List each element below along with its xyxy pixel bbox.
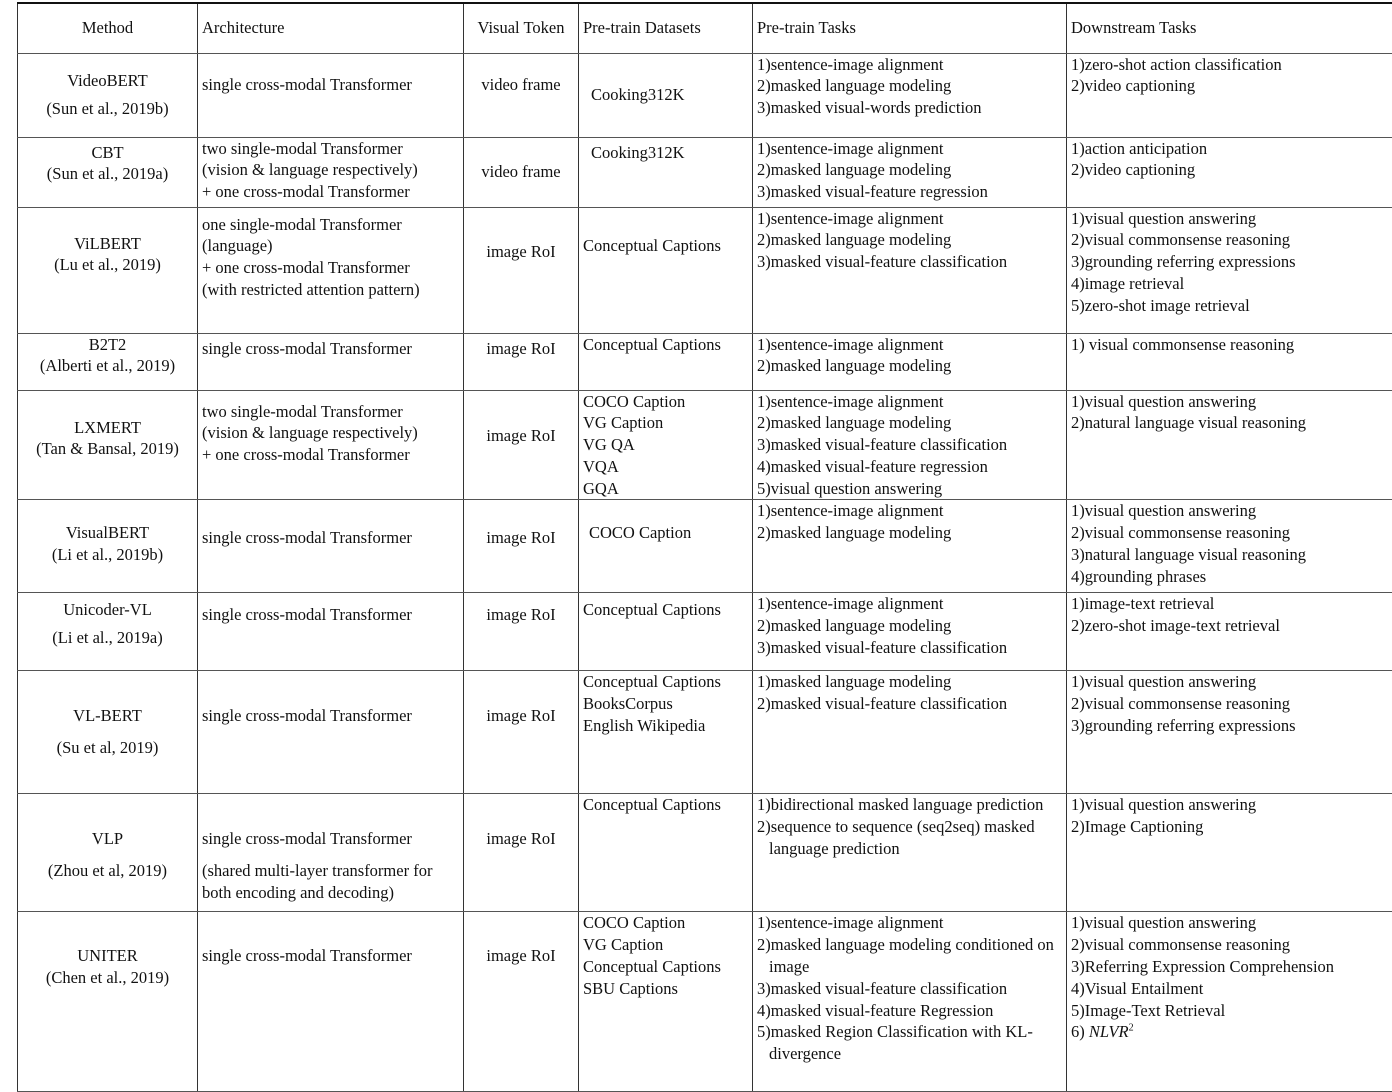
- datasets-cell: [579, 794, 753, 912]
- visual-token: video frame: [468, 161, 574, 183]
- method-citation: (Sun et al., 2019b): [22, 98, 193, 120]
- downstream-task: 1)visual question answering: [1071, 794, 1389, 816]
- pretrain-tasks-cell: [753, 671, 1067, 794]
- pretrain-task: 3)masked visual-feature classification: [757, 637, 1062, 659]
- datasets-cell: [579, 53, 753, 137]
- pretrain-task: 3)masked visual-words prediction: [757, 97, 1062, 119]
- datasets-cell: [579, 333, 753, 390]
- pretrain-task: 1)sentence-image alignment: [757, 54, 1062, 76]
- header-visual-token: Visual Token: [464, 3, 579, 53]
- architecture-line: two single-modal Transformer: [202, 401, 459, 423]
- dataset-item: Cooking312K: [583, 84, 748, 106]
- dataset-item: SBU Captions: [583, 978, 748, 1000]
- architecture-line: one single-modal Transformer: [202, 214, 459, 236]
- method-name: ViLBERT: [22, 233, 193, 255]
- downstream-task: 2)visual commonsense reasoning: [1071, 229, 1389, 251]
- downstream-task: 5)zero-shot image retrieval: [1071, 295, 1389, 317]
- downstream-task: 1)visual question answering: [1071, 671, 1389, 693]
- pretrain-tasks-cell: [753, 794, 1067, 912]
- method-name: B2T2: [22, 334, 193, 356]
- downstream-task: 2)video captioning: [1071, 75, 1389, 97]
- pretrain-task: 5)visual question answering: [757, 478, 1062, 500]
- header-method: Method: [18, 3, 198, 53]
- visual-token-cell: [464, 912, 579, 1092]
- downstream-task-nlvr: [1071, 1021, 1389, 1043]
- pretrain-task: 1)sentence-image alignment: [757, 391, 1062, 413]
- architecture-line: + one cross-modal Transformer: [202, 181, 459, 203]
- architecture-cell: [198, 794, 464, 912]
- method-cell: [18, 671, 198, 794]
- architecture-line: (language): [202, 235, 459, 257]
- table-row: [18, 53, 1392, 137]
- architecture-line: single cross-modal Transformer: [202, 828, 459, 850]
- pretrain-task: 4)masked visual-feature regression: [757, 456, 1062, 478]
- pretrain-task: 4)masked visual-feature Regression: [757, 1000, 1062, 1022]
- visual-token-cell: [464, 671, 579, 794]
- header-pretrain-tasks: Pre-train Tasks: [753, 3, 1067, 53]
- comparison-table: [17, 2, 1392, 1092]
- visual-token: image RoI: [468, 527, 574, 549]
- method-cell: [18, 53, 198, 137]
- pretrain-task: 1)sentence-image alignment: [757, 334, 1062, 356]
- visual-token-cell: [464, 593, 579, 671]
- header-row: [18, 3, 1392, 53]
- pretrain-task: 2)masked language modeling: [757, 75, 1062, 97]
- visual-token-cell: [464, 207, 579, 333]
- dataset-item: Cooking312K: [583, 142, 748, 164]
- table-row: [18, 912, 1392, 1092]
- method-citation: (Li et al., 2019b): [22, 544, 193, 566]
- downstream-task: 2)visual commonsense reasoning: [1071, 522, 1389, 544]
- datasets-cell: [579, 137, 753, 207]
- method-cell: [18, 794, 198, 912]
- pretrain-task: 1)masked language modeling: [757, 671, 1062, 693]
- pretrain-tasks-cell: [753, 912, 1067, 1092]
- downstream-tasks-cell: [1067, 207, 1392, 333]
- pretrain-task: 2)masked language modeling: [757, 159, 1062, 181]
- downstream-task: 5)Image-Text Retrieval: [1071, 1000, 1389, 1022]
- downstream-task: 2)Image Captioning: [1071, 816, 1389, 838]
- architecture-line: two single-modal Transformer: [202, 138, 459, 160]
- pretrain-task: 3)masked visual-feature regression: [757, 181, 1062, 203]
- architecture-cell: [198, 137, 464, 207]
- downstream-tasks-cell: [1067, 912, 1392, 1092]
- visual-token: image RoI: [468, 705, 574, 727]
- architecture-line: (shared multi-layer transformer for: [202, 860, 459, 882]
- downstream-task: 2)visual commonsense reasoning: [1071, 693, 1389, 715]
- visual-token: video frame: [468, 74, 574, 96]
- downstream-task: 4)Visual Entailment: [1071, 978, 1389, 1000]
- method-citation: (Zhou et al, 2019): [22, 860, 193, 882]
- architecture-line: single cross-modal Transformer: [202, 604, 459, 626]
- dataset-item: COCO Caption: [583, 522, 748, 544]
- datasets-cell: [579, 671, 753, 794]
- datasets-cell: [579, 207, 753, 333]
- downstream-task: 1)visual question answering: [1071, 391, 1389, 413]
- downstream-task: 4)image retrieval: [1071, 273, 1389, 295]
- pretrain-task: 2)masked language modeling: [757, 522, 1062, 544]
- table-row: [18, 593, 1392, 671]
- downstream-task: 2)video captioning: [1071, 159, 1389, 181]
- dataset-item: COCO Caption: [583, 391, 748, 413]
- header-architecture: Architecture: [198, 3, 464, 53]
- dataset-item: VG QA: [583, 434, 748, 456]
- visual-token: image RoI: [468, 828, 574, 850]
- method-name: VisualBERT: [22, 522, 193, 544]
- method-citation: (Chen et al., 2019): [22, 967, 193, 989]
- architecture-line: single cross-modal Transformer: [202, 338, 459, 360]
- table-row: [18, 207, 1392, 333]
- pretrain-task: 3)masked visual-feature classification: [757, 434, 1062, 456]
- architecture-line: (vision & language respectively): [202, 422, 459, 444]
- method-cell: [18, 912, 198, 1092]
- method-cell: [18, 390, 198, 500]
- pretrain-tasks-cell: [753, 390, 1067, 500]
- downstream-task: 2)visual commonsense reasoning: [1071, 934, 1389, 956]
- header-downstream-tasks: Downstream Tasks: [1067, 3, 1392, 53]
- architecture-line: single cross-modal Transformer: [202, 527, 459, 549]
- method-cell: [18, 333, 198, 390]
- dataset-item: Conceptual Captions: [583, 599, 748, 621]
- pretrain-task: 2)sequence to sequence (seq2seq) masked language prediction: [757, 816, 1062, 860]
- visual-token: image RoI: [468, 338, 574, 360]
- pretrain-task: 3)masked visual-feature classification: [757, 251, 1062, 273]
- downstream-tasks-cell: [1067, 333, 1392, 390]
- method-citation: (Li et al., 2019a): [22, 627, 193, 649]
- method-citation: (Sun et al., 2019a): [22, 163, 193, 185]
- dataset-item: English Wikipedia: [583, 715, 748, 737]
- pretrain-tasks-cell: [753, 137, 1067, 207]
- method-name: VLP: [22, 828, 193, 850]
- pretrain-tasks-cell: [753, 333, 1067, 390]
- pretrain-task: 3)masked visual-feature classification: [757, 978, 1062, 1000]
- pretrain-task: 2)masked language modeling: [757, 229, 1062, 251]
- downstream-task: 3)Referring Expression Comprehension: [1071, 956, 1389, 978]
- downstream-task: 2)zero-shot image-text retrieval: [1071, 615, 1389, 637]
- architecture-line: (with restricted attention pattern): [202, 279, 459, 301]
- pretrain-task: 1)bidirectional masked language prediction: [757, 794, 1062, 816]
- visual-token: image RoI: [468, 241, 574, 263]
- pretrain-task: 1)sentence-image alignment: [757, 500, 1062, 522]
- downstream-task: 2)natural language visual reasoning: [1071, 412, 1389, 434]
- downstream-task: 1) visual commonsense reasoning: [1071, 334, 1389, 356]
- visual-token: image RoI: [468, 425, 574, 447]
- downstream-tasks-cell: [1067, 53, 1392, 137]
- method-cell: [18, 207, 198, 333]
- table-row: [18, 794, 1392, 912]
- downstream-task: 3)natural language visual reasoning: [1071, 544, 1389, 566]
- pretrain-task: 1)sentence-image alignment: [757, 138, 1062, 160]
- architecture-line: single cross-modal Transformer: [202, 945, 459, 967]
- pretrain-task: 2)masked language modeling: [757, 615, 1062, 637]
- pretrain-task: 5)masked Region Classification with KL-divergence: [757, 1021, 1062, 1065]
- visual-token: image RoI: [468, 604, 574, 626]
- pretrain-task: 2)masked language modeling: [757, 412, 1062, 434]
- architecture-cell: [198, 390, 464, 500]
- downstream-task: 1)visual question answering: [1071, 500, 1389, 522]
- downstream-task: 1)action anticipation: [1071, 138, 1389, 160]
- downstream-tasks-cell: [1067, 137, 1392, 207]
- dataset-item: GQA: [583, 478, 748, 500]
- table-row: [18, 333, 1392, 390]
- pretrain-tasks-cell: [753, 53, 1067, 137]
- architecture-cell: [198, 912, 464, 1092]
- downstream-task: 1)visual question answering: [1071, 208, 1389, 230]
- dataset-item: COCO Caption: [583, 912, 748, 934]
- method-citation: (Tan & Bansal, 2019): [22, 438, 193, 460]
- table-row: [18, 500, 1392, 593]
- pretrain-task: 2)masked visual-feature classification: [757, 693, 1062, 715]
- method-name: Unicoder-VL: [22, 599, 193, 621]
- dataset-item: VG Caption: [583, 934, 748, 956]
- architecture-cell: [198, 593, 464, 671]
- visual-token-cell: [464, 333, 579, 390]
- datasets-cell: [579, 912, 753, 1092]
- pretrain-tasks-cell: [753, 500, 1067, 593]
- pretrain-task: 1)sentence-image alignment: [757, 912, 1062, 934]
- downstream-task: 1)image-text retrieval: [1071, 593, 1389, 615]
- architecture-line: + one cross-modal Transformer: [202, 444, 459, 466]
- datasets-cell: [579, 593, 753, 671]
- pretrain-task: 1)sentence-image alignment: [757, 208, 1062, 230]
- dataset-item: Conceptual Captions: [583, 671, 748, 693]
- nlvr-math: NLVR: [1089, 1022, 1129, 1041]
- architecture-cell: [198, 333, 464, 390]
- architecture-line: (vision & language respectively): [202, 159, 459, 181]
- pretrain-tasks-cell: [753, 207, 1067, 333]
- dataset-item: BooksCorpus: [583, 693, 748, 715]
- method-cell: [18, 593, 198, 671]
- pretrain-tasks-cell: [753, 593, 1067, 671]
- visual-token-cell: [464, 390, 579, 500]
- dataset-item: Conceptual Captions: [583, 334, 748, 356]
- datasets-cell: [579, 500, 753, 593]
- table-row: [18, 671, 1392, 794]
- method-name: CBT: [22, 142, 193, 164]
- architecture-cell: [198, 207, 464, 333]
- method-name: UNITER: [22, 945, 193, 967]
- architecture-line: both encoding and decoding): [202, 882, 459, 904]
- downstream-task: 1)zero-shot action classification: [1071, 54, 1389, 76]
- pretrain-task: 2)masked language modeling: [757, 355, 1062, 377]
- downstream-tasks-cell: [1067, 593, 1392, 671]
- downstream-tasks-cell: [1067, 794, 1392, 912]
- method-name: VL-BERT: [22, 705, 193, 727]
- dataset-item: VQA: [583, 456, 748, 478]
- dataset-item: VG Caption: [583, 412, 748, 434]
- method-cell: [18, 500, 198, 593]
- architecture-line: + one cross-modal Transformer: [202, 257, 459, 279]
- pretrain-task: 1)sentence-image alignment: [757, 593, 1062, 615]
- architecture-cell: [198, 500, 464, 593]
- downstream-tasks-cell: [1067, 671, 1392, 794]
- architecture-cell: [198, 671, 464, 794]
- method-name: VideoBERT: [22, 70, 193, 92]
- downstream-task: 3)grounding referring expressions: [1071, 251, 1389, 273]
- downstream-task: 3)grounding referring expressions: [1071, 715, 1389, 737]
- method-cell: [18, 137, 198, 207]
- visual-token-cell: [464, 137, 579, 207]
- method-citation: (Alberti et al., 2019): [22, 355, 193, 377]
- visual-token-cell: [464, 794, 579, 912]
- method-name: LXMERT: [22, 417, 193, 439]
- table-row: [18, 390, 1392, 500]
- visual-token: image RoI: [468, 945, 574, 967]
- downstream-task: 4)grounding phrases: [1071, 566, 1389, 588]
- dataset-item: Conceptual Captions: [583, 794, 748, 816]
- dataset-item: Conceptual Captions: [583, 956, 748, 978]
- dataset-item: Conceptual Captions: [583, 235, 748, 257]
- pretrain-task: 2)masked language modeling conditioned on image: [757, 934, 1062, 978]
- method-citation: (Su et al, 2019): [22, 737, 193, 759]
- nlvr-superscript: 2: [1129, 1023, 1134, 1034]
- header-pretrain-datasets: Pre-train Datasets: [579, 3, 753, 53]
- table-row: [18, 137, 1392, 207]
- visual-token-cell: [464, 53, 579, 137]
- datasets-cell: [579, 390, 753, 500]
- downstream-tasks-cell: [1067, 390, 1392, 500]
- nlvr-prefix: 6): [1071, 1022, 1089, 1041]
- method-citation: (Lu et al., 2019): [22, 254, 193, 276]
- downstream-tasks-cell: [1067, 500, 1392, 593]
- visual-token-cell: [464, 500, 579, 593]
- architecture-line: single cross-modal Transformer: [202, 74, 459, 96]
- architecture-line: single cross-modal Transformer: [202, 705, 459, 727]
- architecture-cell: [198, 53, 464, 137]
- downstream-task: 1)visual question answering: [1071, 912, 1389, 934]
